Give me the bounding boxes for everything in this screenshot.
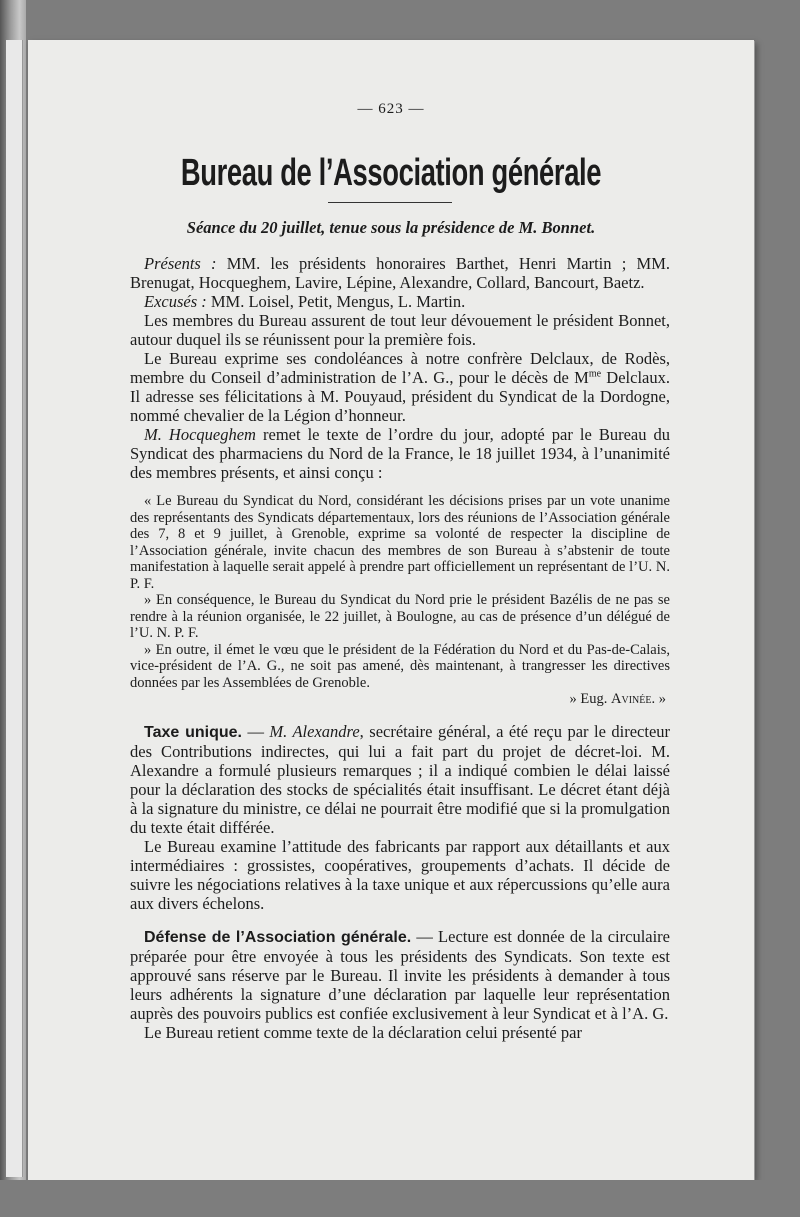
hocqueghem-name: M. Hocqueghem [144,425,256,444]
excuses-paragraph [130,292,670,311]
page-title: Bureau de l’Association générale [180,152,602,194]
adjacent-page-edge [0,0,26,1217]
quote-paragraph-3: » En outre, il émet le vœu que le président de la Fédération du Nord et du Pas-de-Calais, vice-président de l’A. G., ne soit pas amené, dès maintenant, à trangresser les directives données par les Assemblées de Grenoble. [130,641,670,691]
scan-background [0,1180,800,1217]
hocqueghem-text: remet le texte de l’ordre du jour, adopté par le Bureau du Syndicat des pharmaciens du Nord de la France, le 18 juillet 1934, à l’unanimité des membres présents, et ainsi conçu : [130,425,671,482]
condoleances-sup: me [588,368,602,380]
document-page [28,40,754,1180]
hocqueghem-paragraph [130,425,670,482]
excuses-label: Excusés : [144,292,207,311]
defense-paragraph [130,927,670,1023]
taxe-text: , secrétaire général, a été reçu par le directeur des Contributions indirectes, qui lui a fait part du projet de décret-loi. M. Alexandre a formulé plusieurs remarques ; il a indiqué combien le délai laissé pour la déclaration des stocks de spécialités était insuffisant. Le décret étant déjà à la signature du ministre, ce délai ne pourrait être modifié que si la promulgation du texte était différée. [130,721,671,837]
session-heading: Séance du 20 juillet, tenue sous la présidence de M. Bonnet. [186,218,596,237]
presents-label: Présents : [144,254,217,273]
taxe-dash: — [241,721,270,741]
devouement-paragraph: Les membres du Bureau assurent de tout leur dévouement le président Bonnet, autour duquel ils se réunissent pour la première fois. [130,311,670,349]
excuses-text: MM. Loisel, Petit, Mengus, L. Martin. [206,292,466,311]
title-rule [328,202,452,203]
defense-text: — Lecture est donnée de la circulaire préparée pour être envoyée à tous les présidents des Syndicats. Son texte est approuvé sans réserve par le Bureau. Il invite les présidents à demander à tous leurs adhérents la signature d’une déclaration par laquelle leur représentation auprès des pouvoirs publics est confiée exclusivement à leur Syndicat et à l’A. G. [130,926,670,1023]
page-number: — 623 — [357,101,425,117]
defense-paragraph-2: Le Bureau retient comme texte de la déclaration celui présenté par [144,1022,582,1042]
defense-heading: Défense de l’Association générale. [144,928,412,946]
body-text [130,254,670,1042]
condoleances-paragraph [130,349,670,425]
presents-paragraph [130,254,670,292]
taxe-paragraph-2: Le Bureau examine l’attitude des fabricants par rapport aux détaillants et aux intermédiaires : grossistes, coopératives, groupements d’achats. Il décide de suivre les négociations relatives à la taxe unique et aux répercussions qu’elle aura aux divers échelons. [130,836,670,913]
signature-prefix: » Eug. [569,691,612,707]
quoted-resolution [130,493,670,708]
taxe-heading: Taxe unique. [144,723,242,741]
taxe-name: M. Alexandre [269,721,360,741]
taxe-paragraph [130,722,670,837]
quote-paragraph-1: « Le Bureau du Syndicat du Nord, considérant les décisions prises par un vote unanime des représentants des Syndicats départementaux, lors des réunions de l’Association générale des 7, 8 et 9 juillet, à Grenoble, exprime sa volonté de respecter la discipline de l’Association générale, invite chacun des membres de son Bureau à s’abstenir de toute manifestation à laquelle serait appelé à prendre part officiellement un représentant de l’U. N. P. F. [130,493,670,592]
quote-signature [130,691,670,708]
quote-paragraph-2: » En conséquence, le Bureau du Syndicat du Nord prie le président Bazélis de ne pas se rendre à la réunion organisée, le 22 juillet, à Boulogne, au cas de présence d’un délégué de l’U. N. P. F. [130,592,670,641]
signature-name: Avinée [611,691,652,707]
condoleances-text-b: Delclaux. Il adresse ses félicitations à M. Pouyaud, président du Syndicat de la Dordogne, nommé chevalier de la Légion d’honneur. [130,368,670,425]
signature-suffix: . » [651,691,666,707]
condoleances-text-a: Le Bureau exprime ses condoléances à notre confrère Delclaux, de Rodès, membre du Conseil d’administration de l’A. G., pour le décès de M [130,349,670,387]
presents-text: MM. les présidents honoraires Barthet, Henri Martin ; MM. Brenugat, Hocqueghem, Lavire, Lépine, Alexandre, Collard, Bancourt, Baetz. [130,254,670,292]
